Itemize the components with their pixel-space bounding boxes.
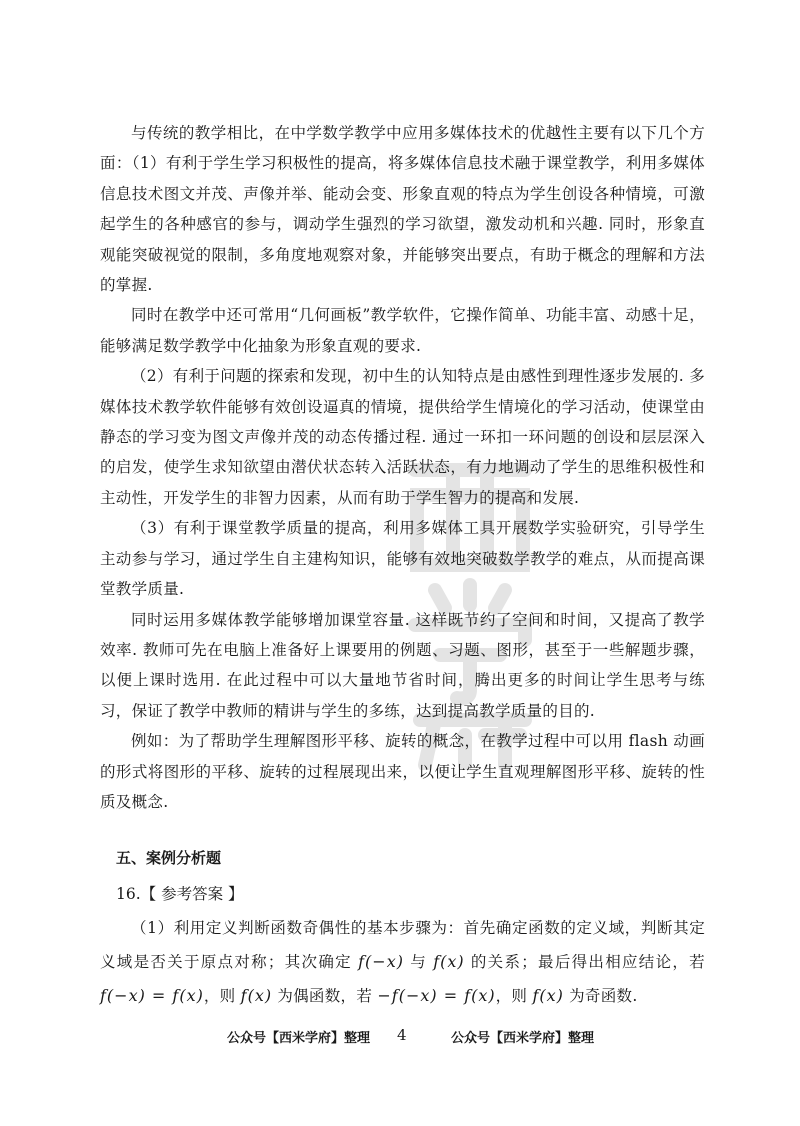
answer-label: 16.【 参考答案 】	[116, 885, 244, 904]
formula-f-x: f(x)	[240, 986, 273, 1006]
answer-text: ，则	[203, 987, 241, 1006]
formula-f-x: f(x)	[532, 986, 564, 1006]
answer-text: （1）利用定义判断函数奇偶性的基本步骤为：首先确定函数的定义域，判断其定义域是否关于原点对称；其次确定	[100, 919, 705, 972]
footer-source-left: 公众号【西米学府】整理	[227, 1031, 371, 1046]
paragraph-exploration: （2）有利于问题的探索和发现，初中生的认知特点是由感性到理性逐步发展的. 多媒体技术教学软件能够有效创设逼真的情境，提供给学生情境化的学习活动，使课堂由静态的学习变为图文声像并茂的动态传播过程. 通过一环扣一环问题的创设和层层深入的启发，使学生求知欲望由潜伏状态转入活跃状态，有力地调动了学生的思维积极性和主动性，开发学生的非智力因素，从而有助于学生智力的提高和发展.	[100, 367, 705, 507]
section-heading: 五、案例分析题	[116, 849, 222, 868]
paragraph-example: 例如：为了帮助学生理解图形平移、旋转的概念，在教学过程中可以用 flash 动画的形式将图形的平移、旋转的过程展现出来，以便让学生直观理解图形平移、旋转的性质及概念.	[100, 732, 705, 811]
page-number: 4	[397, 1026, 407, 1044]
paragraph-quality: （3）有利于课堂教学质量的提高，利用多媒体工具开展数学实验研究，引导学生主动参与学习，通过学生自主建构知识，能够有效地突破数学教学的难点，从而提高课堂教学质量.	[100, 519, 705, 599]
answer-text: 的关系；最后得出相应结论，若	[464, 953, 705, 972]
paragraph-capacity: 同时运用多媒体教学能够增加课堂容量. 这样既节约了空间和时间，又提高了教学效率. 教师可先在电脑上准备好上课要用的例题、习题、图形，甚至于一些解题步骤，以便上课时选用. 在此过程中可以大量地节省时间，腾出更多的时间让学生思考与练习，保证了教学中教师的精讲与学生的多练，达到提高教学质量的目的.	[100, 610, 705, 720]
formula-f-neg-x: f(−x)	[358, 952, 404, 972]
answer-text: 为偶函数，若	[272, 987, 378, 1006]
paragraph-geometry-software: 同时在教学中还可常用“几何画板”教学软件，它操作简单、功能丰富、动感十足，能够满足数学教学中化抽象为形象直观的要求.	[100, 306, 705, 355]
page-footer	[0, 1027, 800, 1049]
formula-even-condition: f(−x) = f(x)	[100, 986, 204, 1006]
paragraph-advantages: 与传统的教学相比，在中学数学教学中应用多媒体技术的优越性主要有以下几个方面：（1）有利于学生学习积极性的提高，将多媒体信息技术融于课堂教学，利用多媒体信息技术图文并茂、声像并举、能动会变、形象直观的特点为学生创设各种情境，可激起学生的各种感官的参与，调动学生强烈的学习欲望，激发动机和兴趣. 同时，形象直观能突破视觉的限制，多角度地观察对象，并能够突出要点，有助于概念的理解和方法的掌握.	[100, 124, 705, 295]
answer-text: ，则	[495, 987, 533, 1006]
paragraph-parity-answer	[100, 911, 705, 1013]
main-content	[100, 118, 705, 1013]
formula-odd-condition: −f(−x) = f(x)	[377, 986, 496, 1006]
answer-text: 与	[403, 953, 434, 972]
formula-f-x: f(x)	[433, 952, 465, 972]
answer-text: 为奇函数.	[563, 987, 638, 1006]
footer-source-right: 公众号【西米学府】整理	[451, 1031, 595, 1046]
